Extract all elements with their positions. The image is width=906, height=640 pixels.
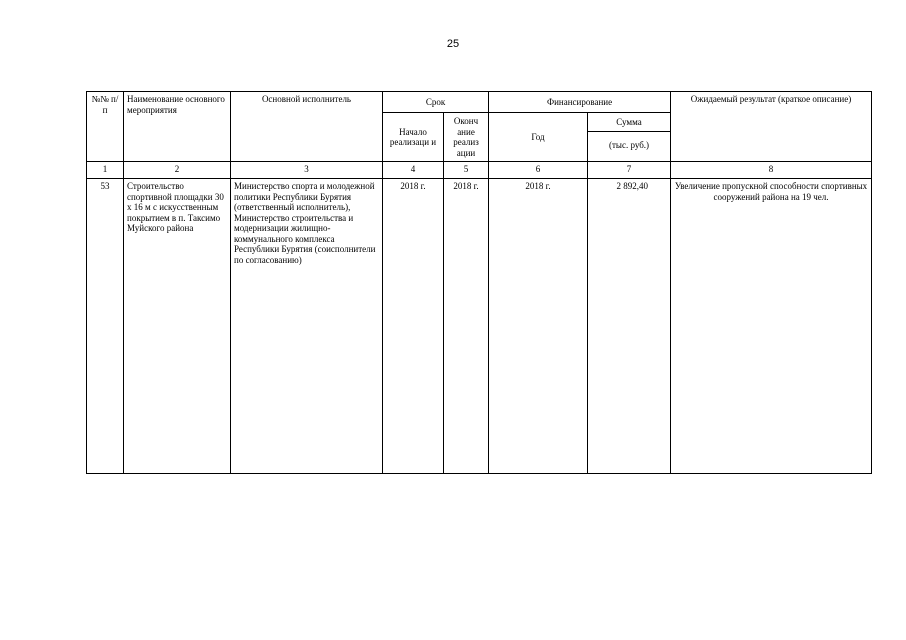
header-sum-cell	[588, 113, 671, 162]
col-number-5: 5	[444, 162, 489, 179]
row-start: 2018 г.	[383, 179, 444, 474]
header-start: Начало реализаци и	[383, 113, 444, 162]
col-number-3: 3	[231, 162, 383, 179]
row-sum: 2 892,40	[588, 179, 671, 474]
table-row	[87, 179, 872, 474]
header-executor: Основной исполнитель	[231, 92, 383, 162]
col-number-6: 6	[489, 162, 588, 179]
row-year: 2018 г.	[489, 179, 588, 474]
row-name: Строительство спортивной площадки 30 х 16 м с искусственным покрытием в п. Таксимо Муйского района	[124, 179, 231, 474]
col-number-7: 7	[588, 162, 671, 179]
col-number-1: 1	[87, 162, 124, 179]
header-num: №№ п/п	[87, 92, 124, 162]
row-end: 2018 г.	[444, 179, 489, 474]
row-num: 53	[87, 179, 124, 474]
row-executor: Министерство спорта и молодежной политики Республики Бурятия (ответственный исполнитель), Министерство строительства и модернизации жилищно-коммунального комплекса Республики Бурятия (соисполнители по согласованию)	[231, 179, 383, 474]
header-term: Срок	[383, 92, 489, 113]
header-result: Ожидаемый результат (краткое описание)	[671, 92, 872, 162]
header-sum: Сумма	[588, 113, 670, 132]
page-number: 25	[446, 38, 460, 50]
col-number-2: 2	[124, 162, 231, 179]
col-number-8: 8	[671, 162, 872, 179]
header-financing: Финансирование	[489, 92, 671, 113]
header-year: Год	[489, 113, 588, 162]
col-number-4: 4	[383, 162, 444, 179]
header-name: Наименование основного мероприятия	[124, 92, 231, 162]
activity-table	[86, 91, 872, 474]
header-sum-unit: (тыс. руб.)	[608, 140, 650, 150]
header-end: Оконч ание реализ ации	[444, 113, 489, 162]
row-result: Увеличение пропускной способности спортивных сооружений района на 19 чел.	[671, 179, 872, 474]
